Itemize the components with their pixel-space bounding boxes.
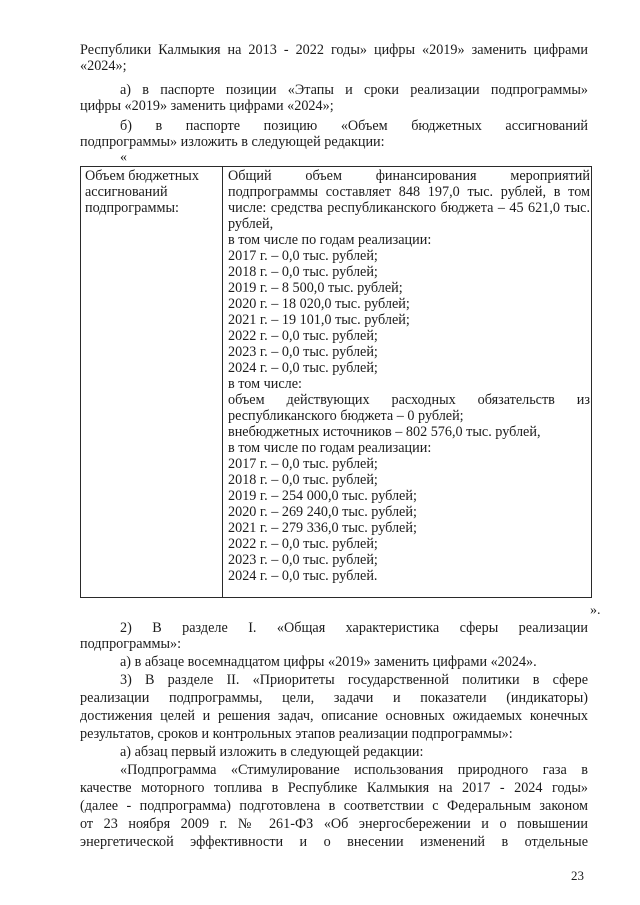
table-value-line: 2020 г. – 269 240,0 тыс. рублей; (228, 504, 417, 520)
text-line: подпрограммы»: (80, 636, 182, 652)
table-value-line: 2024 г. – 0,0 тыс. рублей; (228, 360, 378, 376)
budget-table (80, 166, 592, 598)
table-value-line: объем действующих расходных обязательств из (228, 392, 590, 408)
table-value-line: 2021 г. – 19 101,0 тыс. рублей; (228, 312, 410, 328)
text-line: а) абзац первый изложить в следующей редакции: (120, 744, 424, 760)
table-value-line: республиканского бюджета – 0 рублей; (228, 408, 464, 424)
text-line: цифры «2019» заменить цифрами «2024»; (80, 98, 334, 114)
table-value-line: 2019 г. – 8 500,0 тыс. рублей; (228, 280, 403, 296)
table-value-line: в том числе по годам реализации: (228, 440, 432, 456)
page-number: 23 (571, 868, 584, 883)
table-value-line: 2024 г. – 0,0 тыс. рублей. (228, 568, 378, 584)
table-value-line: 2020 г. – 18 020,0 тыс. рублей; (228, 296, 410, 312)
table-label-line: Объем бюджетных (85, 168, 199, 184)
text-line: а) в паспорте позиции «Этапы и сроки реализации подпрограммы» (120, 82, 588, 98)
table-value-line: 2019 г. – 254 000,0 тыс. рублей; (228, 488, 417, 504)
text-line: энергетической эффективности и о внесении изменений в отдельные (80, 834, 588, 850)
closing-quote: ». (590, 603, 601, 618)
opening-quote: « (120, 150, 127, 165)
table-value-line: рублей, (228, 216, 274, 232)
text-line: (далее - подпрограмма) подготовлена в соответствии с Федеральным законом (80, 798, 588, 814)
text-line: б) в паспорте позицию «Объем бюджетных ассигнований (120, 118, 588, 134)
table-value-line: 2022 г. – 0,0 тыс. рублей; (228, 536, 378, 552)
table-value-line: в том числе: (228, 376, 302, 392)
table-value-line: 2023 г. – 0,0 тыс. рублей; (228, 552, 378, 568)
table-divider (222, 167, 223, 597)
text-line: подпрограммы» изложить в следующей редакции: (80, 134, 385, 150)
text-line: 3) В разделе II. «Приоритеты государственной политики в сфере (120, 672, 588, 688)
table-value-line: 2021 г. – 279 336,0 тыс. рублей; (228, 520, 417, 536)
table-label-cell (85, 168, 221, 216)
table-value-line: Общий объем финансирования мероприятий (228, 168, 590, 184)
text-line: результатов, сроков и контрольных этапов реализации подпрограммы»: (80, 726, 513, 742)
text-line: «2024»; (80, 58, 127, 74)
table-value-line: 2018 г. – 0,0 тыс. рублей; (228, 264, 378, 280)
text-line: 2) В разделе I. «Общая характеристика сферы реализации (120, 620, 588, 636)
table-value-line: 2018 г. – 0,0 тыс. рублей; (228, 472, 378, 488)
table-value-line: числе: средства республиканского бюджета – 45 621,0 тыс. (228, 200, 590, 216)
text-line: а) в абзаце восемнадцатом цифры «2019» заменить цифрами «2024». (120, 654, 537, 670)
table-label-line: ассигнований (85, 184, 168, 200)
table-value-cell (228, 168, 590, 584)
text-line: качестве моторного топлива в Республике Калмыкия на 2017 - 2024 годы» (80, 780, 588, 796)
text-line: от 23 ноября 2009 г. № 261-ФЗ «Об энергосбережении и о повышении (80, 816, 588, 832)
table-value-line: подпрограммы составляет 848 197,0 тыс. рублей, в том (228, 184, 590, 200)
table-value-line: 2023 г. – 0,0 тыс. рублей; (228, 344, 378, 360)
text-line: реализации подпрограммы, цели, задачи и показатели (индикаторы) (80, 690, 588, 706)
text-line: «Подпрограмма «Стимулирование использования природного газа в (120, 762, 588, 778)
table-value-line: в том числе по годам реализации: (228, 232, 432, 248)
text-line: Республики Калмыкия на 2013 - 2022 годы» цифры «2019» заменить цифрами (80, 42, 588, 58)
table-value-line: 2017 г. – 0,0 тыс. рублей; (228, 456, 378, 472)
table-value-line: 2017 г. – 0,0 тыс. рублей; (228, 248, 378, 264)
table-value-line: 2022 г. – 0,0 тыс. рублей; (228, 328, 378, 344)
text-line: достижения целей и решения задач, описание основных ожидаемых конечных (80, 708, 588, 724)
table-label-line: подпрограммы: (85, 200, 179, 216)
table-value-line: внебюджетных источников – 802 576,0 тыс. рублей, (228, 424, 541, 440)
